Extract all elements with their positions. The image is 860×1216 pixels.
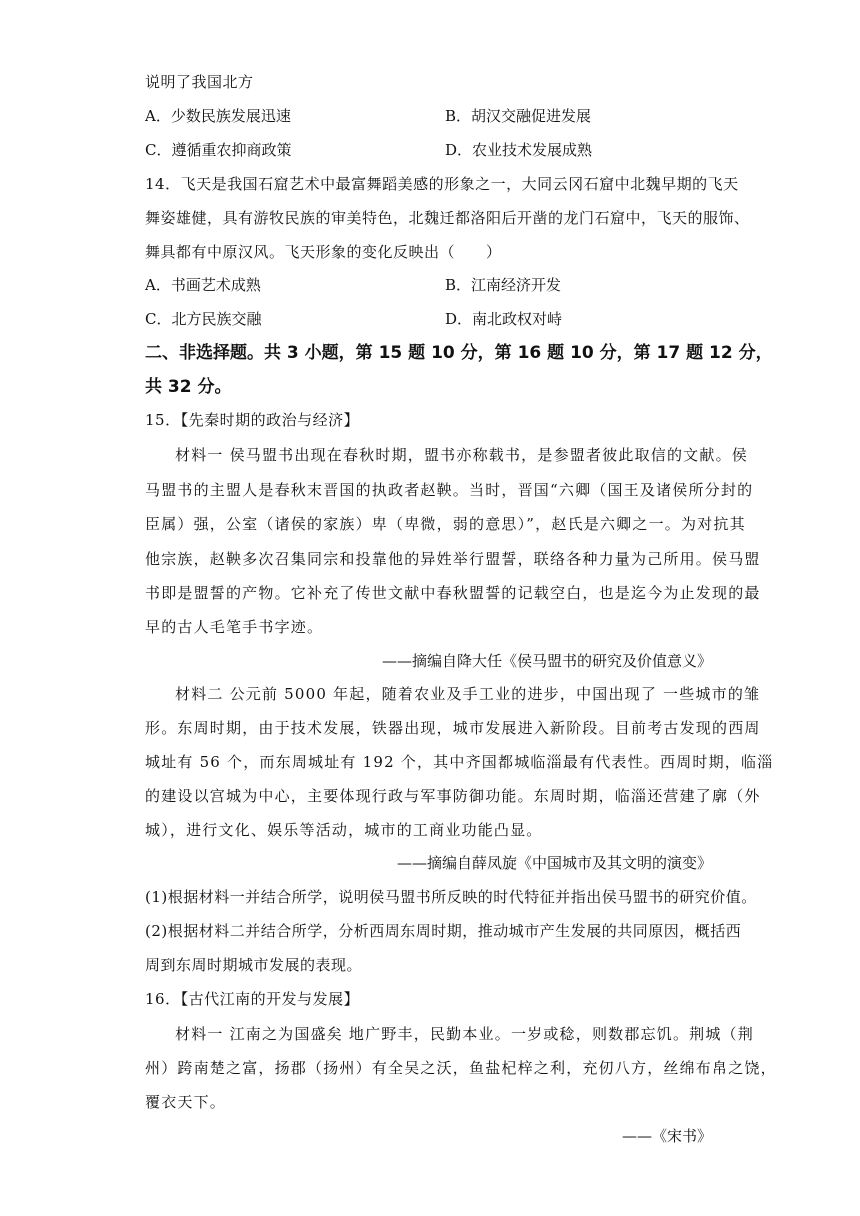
q14-option-a: A．书画艺术成熟	[145, 276, 261, 294]
q15-material1-line: 他宗族，赵鞅多次召集同宗和投靠他的异姓举行盟誓，联络各种力量为己所用。侯马盟	[145, 550, 761, 568]
q14-option-c: C．北方民族交融	[145, 310, 262, 328]
q15-source1: ——摘编自降大任《侯马盟书的研究及价值意义》	[381, 652, 712, 670]
q16-material1-line: 覆衣天下。	[145, 1093, 227, 1111]
q16-heading: 16．【古代江南的开发与发展】	[145, 990, 360, 1008]
q15-question-2: (2)根据材料二并结合所学，分析西周东周时期，推动城市产生发展的共同原因，概括西	[145, 922, 742, 940]
q13-option-d: D．农业技术发展成熟	[445, 141, 593, 159]
q15-material2-line: 城址有 56 个，而东周城址有 192 个，其中齐国都城临淄最有代表性。西周时期，临淄	[145, 753, 774, 771]
q15-source2: ——摘编自薛凤旋《中国城市及其文明的演变》	[396, 854, 712, 872]
q14-stem-line: 14．飞天是我国石窟艺术中最富舞蹈美感的形象之一，大同云冈石窟中北魏早期的飞天	[145, 175, 739, 193]
section2-title-cont: 共 32 分。	[145, 377, 232, 397]
q15-material1-line: 早的古人毛笔手书字迹。	[145, 618, 324, 636]
q15-material2-line: 形。东周时期，由于技术发展，铁器出现，城市发展进入新阶段。目前考古发现的西周	[145, 719, 761, 737]
q13-option-a: A．少数民族发展迅速	[145, 107, 291, 125]
q15-material1-line: 书即是盟誓的产物。它补充了传世文献中春秋盟誓的记载空白，也是迄今为止发现的最	[145, 584, 761, 602]
q13-option-b: B．胡汉交融促进发展	[445, 107, 592, 125]
section2-title: 二、非选择题。共 3 小题，第 15 题 10 分，第 16 题 10 分，第 17 题 12 分，	[145, 343, 773, 363]
q15-material1-line: 马盟书的主盟人是春秋末晋国的执政者赵鞅。当时，晋国“六卿（国王及诸侯所分封的	[145, 481, 754, 499]
q14-option-d: D．南北政权对峙	[445, 310, 563, 328]
q15-question-1: (1)根据材料一并结合所学，说明侯马盟书所反映的时代特征并指出侯马盟书的研究价值。	[145, 888, 757, 906]
q14-stem-line: 舞姿雄健，具有游牧民族的审美特色，北魏迁都洛阳后开凿的龙门石窟中，飞天的服饰、	[145, 209, 750, 227]
q13-stem-tail: 说明了我国北方	[145, 73, 254, 91]
q15-heading: 15．【先秦时期的政治与经济】	[145, 411, 360, 429]
q15-question-2-cont: 周到东周时期城市发展的表现。	[145, 956, 363, 974]
q14-stem-line: 舞具都有中原汉风。飞天形象的变化反映出（ ）	[145, 243, 502, 261]
q15-material1-line: 臣属）强，公室（诸侯的家族）卑（卑微，弱的意思）”，赵氏是六卿之一。为对抗其	[145, 515, 746, 533]
q15-material2-line: 城），进行文化、娱乐等活动，城市的工商业功能凸显。	[145, 821, 543, 839]
q13-option-c: C．遵循重农抑商政策	[145, 141, 292, 159]
q14-option-b: B．江南经济开发	[445, 276, 562, 294]
q15-material2-line: 的建设以宫城为中心，主要体现行政与军事防御功能。东周时期，临淄还营建了廓（外	[145, 787, 761, 805]
q15-material1-line: 材料一 侯马盟书出现在春秋时期，盟书亦称载书，是参盟者彼此取信的文献。侯	[175, 446, 748, 464]
q16-material1-line: 材料一 江南之为国盛矣 地广野丰，民勤本业。一岁或稔，则数郡忘饥。荆城（荆	[175, 1025, 754, 1043]
q16-source1: ——《宋书》	[621, 1127, 712, 1145]
q15-material2-line: 材料二 公元前 5000 年起，随着农业及手工业的进步，中国出现了 一些城市的雏	[175, 685, 761, 703]
q16-material1-line: 州）跨南楚之富，扬郡（扬州）有全吴之沃，鱼盐杞梓之利，充仞八方，丝绵布帛之饶，	[145, 1059, 777, 1077]
